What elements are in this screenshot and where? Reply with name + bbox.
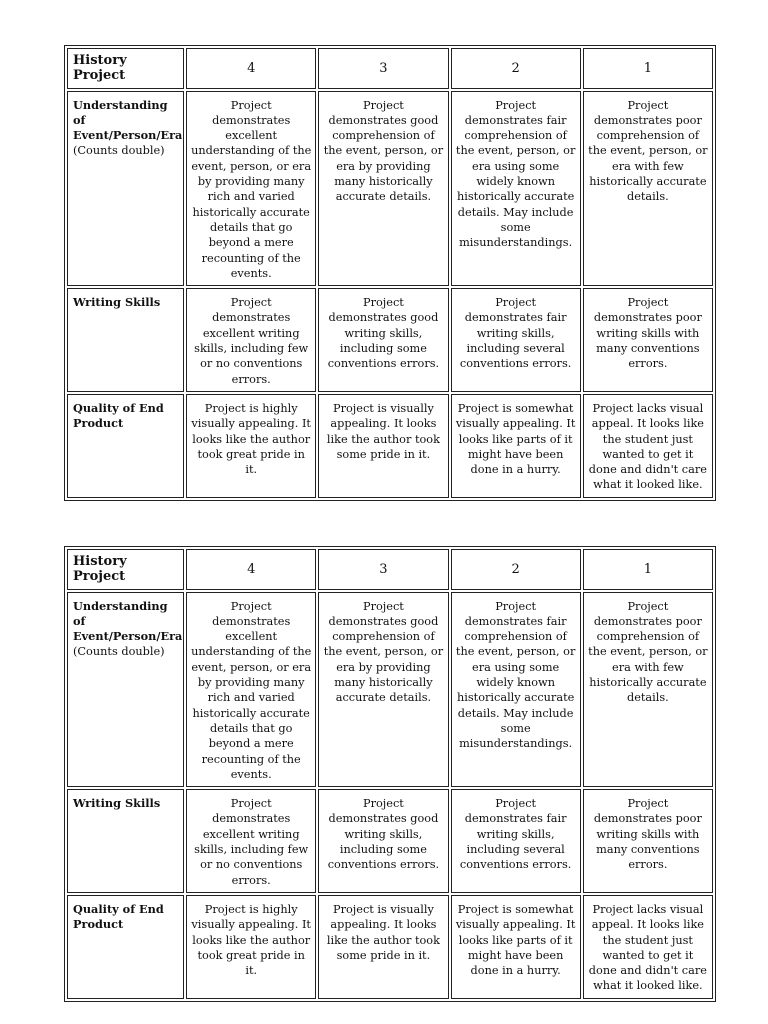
descriptor-cell: Project demonstrates poor writing skills with many conventions errors. (583, 789, 713, 893)
criterion-note: (Counts double) (73, 144, 165, 158)
criterion-name: Understanding of Event/Person/Era (73, 598, 183, 644)
descriptor-cell: Project is highly visually appealing. It looks like the author took great pride in it. (186, 895, 316, 999)
descriptor-cell: Project demonstrates poor comprehension of the event, person, or era with few historically accurate details. (583, 592, 713, 788)
rubric-row-writing (67, 789, 713, 893)
criterion-cell (67, 288, 184, 392)
rubric-row-writing (67, 288, 713, 392)
rubric-row-understanding (67, 91, 713, 287)
level-header: 3 (318, 48, 448, 89)
rubric-row-understanding (67, 592, 713, 788)
rubric-table (64, 546, 716, 1002)
descriptor-cell: Project demonstrates fair comprehension of the event, person, or era using some widely known historically accurate details. May include some misunderstandings. (451, 91, 581, 287)
descriptor-cell: Project is highly visually appealing. It looks like the author took great pride in it. (186, 394, 316, 498)
criterion-cell (67, 394, 184, 498)
criterion-name: Quality of End Product (73, 901, 164, 932)
level-header: 2 (451, 48, 581, 89)
rubric-header-row (67, 48, 713, 89)
level-header: 1 (583, 48, 713, 89)
descriptor-cell: Project demonstrates good writing skills, including some conventions errors. (318, 789, 448, 893)
rubric-table (64, 45, 716, 501)
criterion-cell (67, 895, 184, 999)
criterion-name: Writing Skills (73, 796, 161, 811)
descriptor-cell: Project is somewhat visually appealing. It looks like parts of it might have been done in a hurry. (451, 895, 581, 999)
descriptor-cell: Project is somewhat visually appealing. It looks like parts of it might have been done in a hurry. (451, 394, 581, 498)
descriptor-cell: Project demonstrates good comprehension of the event, person, or era by providing many historically accurate details. (318, 592, 448, 788)
rubric-title: History Project (67, 48, 184, 89)
criterion-cell (67, 789, 184, 893)
descriptor-cell: Project demonstrates fair comprehension of the event, person, or era using some widely known historically accurate details. May include some misunderstandings. (451, 592, 581, 788)
criterion-note: (Counts double) (73, 645, 165, 659)
criterion-cell (67, 592, 184, 788)
level-header: 4 (186, 48, 316, 89)
criterion-name: Writing Skills (73, 295, 161, 310)
descriptor-cell: Project demonstrates poor comprehension of the event, person, or era with few historically accurate details. (583, 91, 713, 287)
descriptor-cell: Project lacks visual appeal. It looks like the student just wanted to get it done and didn't care what it looked like. (583, 895, 713, 999)
descriptor-cell: Project demonstrates poor writing skills with many conventions errors. (583, 288, 713, 392)
descriptor-cell: Project demonstrates fair writing skills, including several conventions errors. (451, 789, 581, 893)
level-header: 2 (451, 549, 581, 590)
criterion-name: Understanding of Event/Person/Era (73, 97, 183, 143)
descriptor-cell: Project demonstrates excellent writing skills, including few or no conventions errors. (186, 789, 316, 893)
descriptor-cell: Project demonstrates good comprehension of the event, person, or era by providing many historically accurate details. (318, 91, 448, 287)
criterion-cell (67, 91, 184, 287)
descriptor-cell: Project demonstrates excellent understanding of the event, person, or era by providing many rich and varied historically accurate details that go beyond a mere recounting of the events. (186, 91, 316, 287)
descriptor-cell: Project demonstrates fair writing skills, including several conventions errors. (451, 288, 581, 392)
rubric-header-row (67, 549, 713, 590)
level-header: 4 (186, 549, 316, 590)
level-header: 3 (318, 549, 448, 590)
descriptor-cell: Project demonstrates good writing skills, including some conventions errors. (318, 288, 448, 392)
descriptor-cell: Project is visually appealing. It looks like the author took some pride in it. (318, 394, 448, 498)
descriptor-cell: Project demonstrates excellent writing skills, including few or no conventions errors. (186, 288, 316, 392)
descriptor-cell: Project lacks visual appeal. It looks like the student just wanted to get it done and didn't care what it looked like. (583, 394, 713, 498)
criterion-name: Quality of End Product (73, 400, 164, 431)
rubric-row-quality (67, 895, 713, 999)
rubric-title: History Project (67, 549, 184, 590)
level-header: 1 (583, 549, 713, 590)
descriptor-cell: Project is visually appealing. It looks like the author took some pride in it. (318, 895, 448, 999)
descriptor-cell: Project demonstrates excellent understanding of the event, person, or era by providing many rich and varied historically accurate details that go beyond a mere recounting of the events. (186, 592, 316, 788)
rubric-row-quality (67, 394, 713, 498)
